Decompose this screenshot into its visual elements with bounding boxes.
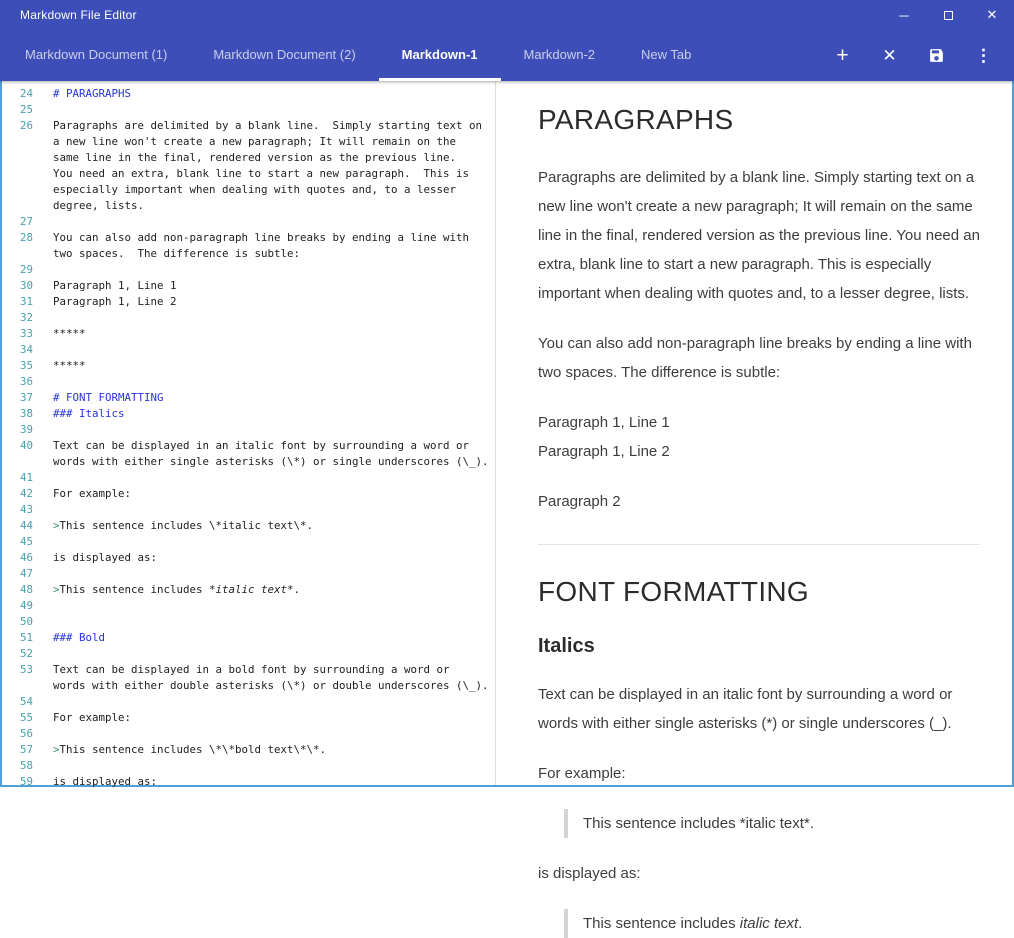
- line-number: 52: [19, 647, 33, 660]
- code-line: is displayed as:: [53, 775, 158, 788]
- editor-row: [2, 102, 495, 118]
- editor-row: [2, 198, 495, 214]
- editor-row: [2, 390, 495, 406]
- minimize-button[interactable]: ─: [899, 7, 909, 23]
- code-line: words with either double asterisks (\*) or double underscores (\_).: [53, 679, 489, 692]
- code-line: [53, 614, 495, 630]
- editor-rows: [2, 70, 495, 790]
- line-number: 29: [19, 263, 33, 276]
- editor-row: [2, 134, 495, 150]
- editor-row: [2, 326, 495, 342]
- tab-markdown-document-2-[interactable]: Markdown Document (2): [213, 46, 356, 62]
- line-number: 24: [19, 87, 33, 100]
- editor-row: [2, 694, 495, 710]
- code-line: Text can be displayed in an italic font by surrounding a word or: [53, 439, 470, 452]
- editor-row: [2, 454, 495, 470]
- code-line: [53, 566, 495, 582]
- code-line: You need an extra, blank line to start a new paragraph. This is: [53, 167, 470, 180]
- line-number: 50: [19, 615, 33, 628]
- preview-paragraph: is displayed as:: [538, 865, 641, 882]
- maximize-icon: [944, 11, 953, 20]
- line-number: 42: [19, 487, 33, 500]
- code-line: [53, 342, 495, 358]
- line-number: 36: [19, 375, 33, 388]
- tab-new-tab[interactable]: New Tab: [641, 46, 692, 62]
- add-tab-button[interactable]: [826, 39, 859, 72]
- plus-icon: +: [836, 44, 849, 67]
- code-line: ### Bold: [53, 631, 106, 644]
- code-line: For example:: [53, 711, 132, 724]
- code-line: is displayed as:: [53, 551, 158, 564]
- line-number: 39: [19, 423, 33, 436]
- code-line: [53, 758, 495, 774]
- code-line: For example:: [53, 487, 132, 500]
- editor-row: [2, 294, 495, 310]
- code-line: [53, 422, 495, 438]
- editor-row: [2, 374, 495, 390]
- line-number: 37: [19, 391, 33, 404]
- line-number: [2, 166, 33, 182]
- line-number: 25: [19, 103, 33, 116]
- close-icon: ✕: [882, 46, 897, 65]
- code-line: [53, 598, 495, 614]
- line-number: 45: [19, 535, 33, 548]
- line-number: 31: [19, 295, 33, 308]
- line-number: 27: [19, 215, 33, 228]
- line-number: 34: [19, 343, 33, 356]
- code-line: Paragraph 1, Line 1: [53, 279, 177, 292]
- editor-row: [2, 502, 495, 518]
- preview-blockquote: This sentence includes *italic text*.: [564, 809, 980, 838]
- tab-actions: [812, 30, 1014, 81]
- editor-row: [2, 726, 495, 742]
- editor-row: [2, 406, 495, 422]
- line-number: 59: [19, 775, 33, 788]
- editor-row: [2, 438, 495, 454]
- editor-row: [2, 166, 495, 182]
- more-options-button[interactable]: [967, 39, 1000, 72]
- line-number: 40: [19, 439, 33, 452]
- close-tab-button[interactable]: [873, 39, 906, 72]
- code-line: two spaces. The difference is subtle:: [53, 247, 301, 260]
- code-line: degree, lists.: [53, 199, 145, 212]
- editor-row: [2, 214, 495, 230]
- quote-marker: >: [53, 743, 60, 756]
- line-number: [2, 678, 33, 694]
- save-icon: [928, 47, 945, 64]
- line-number: 33: [19, 327, 33, 340]
- line-number: [2, 454, 33, 470]
- preview-paragraph: Paragraphs are delimited by a blank line. Simply starting text on a new line won't create a new paragraph; It will remain on the same line in the final, rendered version as the previous line. You need an extra, blank line to start a new paragraph. This is especially important when dealing with quotes and, to a lesser degree, lists.: [538, 169, 980, 302]
- code-line: [53, 502, 495, 518]
- code-line: *****: [53, 327, 86, 340]
- line-number: 43: [19, 503, 33, 516]
- code-line: a new line won't create a new paragraph; It will remain on the: [53, 135, 457, 148]
- line-number: 48: [19, 583, 33, 596]
- preview-heading-1: PARAGRAPHS: [538, 104, 734, 135]
- tab-markdown-document-1-[interactable]: Markdown Document (1): [25, 46, 168, 62]
- code-line: [53, 694, 495, 710]
- maximize-button[interactable]: [926, 0, 970, 30]
- editor-row: [2, 678, 495, 694]
- editor-row: [2, 774, 495, 790]
- code-line: >This sentence includes *italic text*.: [53, 583, 301, 596]
- line-number: [2, 150, 33, 166]
- preview-paragraph: Paragraph 2: [538, 493, 621, 510]
- line-number: 58: [19, 759, 33, 772]
- code-line: [53, 646, 495, 662]
- preview-divider: [538, 544, 980, 545]
- line-number: 56: [19, 727, 33, 740]
- line-number: 55: [19, 711, 33, 724]
- code-line: ### Italics: [53, 407, 125, 420]
- line-number: 41: [19, 471, 33, 484]
- editor-row: [2, 486, 495, 502]
- tab-markdown-1[interactable]: Markdown-1: [379, 30, 501, 81]
- editor-row: [2, 758, 495, 774]
- code-line: You can also add non-paragraph line breaks by ending a line with: [53, 231, 470, 244]
- tab-bar: [0, 30, 1014, 81]
- editor-row: [2, 630, 495, 646]
- line-number: 51: [19, 631, 33, 644]
- editor-row: [2, 150, 495, 166]
- preview-paragraph: Paragraph 1, Line 1 Paragraph 1, Line 2: [538, 414, 670, 460]
- line-number: 54: [19, 695, 33, 708]
- quote-marker: >: [53, 583, 60, 596]
- preview-heading-3: Italics: [538, 635, 595, 657]
- code-line: >This sentence includes \*italic text\*.: [53, 519, 314, 532]
- line-number: 28: [19, 231, 33, 244]
- line-number: 53: [19, 663, 33, 676]
- code-line: Text can be displayed in a bold font by surrounding a word or: [53, 663, 450, 676]
- line-number: [2, 246, 33, 262]
- preview-paragraph: Text can be displayed in an italic font by surrounding a word or words with either single asterisks (*) or single underscores (_).: [538, 686, 953, 732]
- editor-row: [2, 614, 495, 630]
- line-number: 47: [19, 567, 33, 580]
- code-line: especially important when dealing with quotes and, to a lesser: [53, 183, 457, 196]
- line-number: [2, 134, 33, 150]
- markdown-preview-pane[interactable]: [496, 81, 1012, 932]
- editor-row: [2, 598, 495, 614]
- editor-row: [2, 710, 495, 726]
- line-number: 38: [19, 407, 33, 420]
- code-line: [53, 470, 495, 486]
- preview-paragraph: You can also add non-paragraph line breaks by ending a line with two spaces. The difference is subtle:: [538, 335, 972, 381]
- editor-row: [2, 118, 495, 134]
- code-line: [53, 534, 495, 550]
- title-bar: [0, 0, 1014, 30]
- line-number: 57: [19, 743, 33, 756]
- code-line: [53, 214, 495, 230]
- editor-row: [2, 566, 495, 582]
- line-number: 32: [19, 311, 33, 324]
- app-header: [0, 0, 1014, 81]
- editor-row: [2, 246, 495, 262]
- line-number: 46: [19, 551, 33, 564]
- window-title: Markdown File Editor: [20, 8, 137, 22]
- editor-row: [2, 358, 495, 374]
- code-line: [53, 310, 495, 326]
- line-number: [2, 182, 33, 198]
- code-line: # PARAGRAPHS: [53, 87, 132, 100]
- editor-row: [2, 86, 495, 102]
- code-line: words with either single asterisks (\*) or single underscores (\_).: [53, 455, 489, 468]
- line-number: 44: [19, 519, 33, 532]
- preview-paragraph: For example:: [538, 765, 626, 782]
- editor-row: [2, 518, 495, 534]
- window-controls: [882, 0, 1014, 30]
- kebab-menu-icon: ⋮: [975, 46, 992, 65]
- line-number: 26: [19, 119, 33, 132]
- editor-row: [2, 550, 495, 566]
- editor-row: [2, 230, 495, 246]
- split-view: [0, 81, 1014, 932]
- line-number: 49: [19, 599, 33, 612]
- editor-row: [2, 662, 495, 678]
- editor-row: [2, 422, 495, 438]
- quote-marker: >: [53, 519, 60, 532]
- code-line: [53, 374, 495, 390]
- code-line: # FONT FORMATTING: [53, 391, 164, 404]
- tab-markdown-2[interactable]: Markdown-2: [523, 46, 596, 62]
- editor-row: [2, 262, 495, 278]
- code-line: [53, 262, 495, 278]
- code-line: *****: [53, 359, 86, 372]
- code-line: Paragraph 1, Line 2: [53, 295, 177, 308]
- close-button[interactable]: ✕: [986, 7, 998, 22]
- code-line: >This sentence includes \*\*bold text\*\*.: [53, 743, 327, 756]
- line-number: 30: [19, 279, 33, 292]
- editor-row: [2, 342, 495, 358]
- editor-row: [2, 534, 495, 550]
- editor-row: [2, 646, 495, 662]
- line-number: 35: [19, 359, 33, 372]
- line-number: [2, 198, 33, 214]
- editor-row: [2, 470, 495, 486]
- code-line: same line in the final, rendered version as the previous line.: [53, 151, 457, 164]
- markdown-source-editor[interactable]: [2, 81, 496, 788]
- editor-row: [2, 182, 495, 198]
- editor-row: [2, 582, 495, 598]
- preview-blockquote: This sentence includes italic text.: [564, 909, 980, 938]
- preview-heading-1: FONT FORMATTING: [538, 576, 809, 607]
- code-line: Paragraphs are delimited by a blank line. Simply starting text on: [53, 119, 483, 132]
- editor-row: [2, 310, 495, 326]
- code-line: [53, 102, 495, 118]
- editor-row: [2, 278, 495, 294]
- save-button[interactable]: [920, 39, 953, 72]
- editor-row: [2, 742, 495, 758]
- code-line: [53, 726, 495, 742]
